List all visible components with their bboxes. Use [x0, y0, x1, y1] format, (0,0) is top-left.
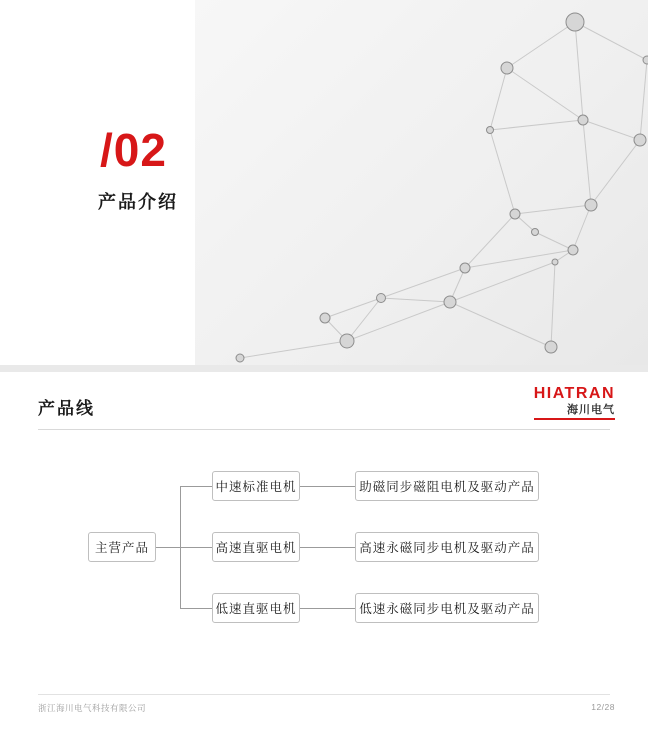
- logo-chinese-text: 海川电气: [567, 404, 615, 416]
- section-title: 产品介绍: [98, 192, 178, 212]
- section-divider-left-panel: [0, 0, 195, 365]
- connector-branch-1: [180, 486, 212, 487]
- diagram-category-node: 中速标准电机: [212, 471, 300, 501]
- diagram-category-node: 低速直驱电机: [212, 593, 300, 623]
- connector-branch-2: [180, 547, 212, 548]
- diagram-product-node: 助磁同步磁阻电机及驱动产品: [355, 471, 539, 501]
- connector-branch-3: [180, 608, 212, 609]
- connector-root-stem: [156, 547, 180, 548]
- footer-page-number: 12/28: [591, 702, 615, 712]
- diagram-product-node: 低速永磁同步电机及驱动产品: [355, 593, 539, 623]
- connector-category-product-2: [300, 547, 355, 548]
- product-line-diagram: [0, 447, 648, 677]
- slide-section-divider: [0, 0, 648, 365]
- logo-english-text: HIATRAN: [533, 385, 615, 402]
- connector-category-product-3: [300, 608, 355, 609]
- network-node-constellation-icon: [195, 0, 648, 365]
- footer-company-name: 浙江海川电气科技有限公司: [38, 703, 147, 713]
- section-number: /02: [100, 124, 167, 176]
- logo-underline: [534, 418, 615, 420]
- footer-divider: [38, 694, 610, 695]
- diagram-root-node: 主营产品: [88, 532, 156, 562]
- diagram-category-node: 高速直驱电机: [212, 532, 300, 562]
- diagram-product-node: 高速永磁同步电机及驱动产品: [355, 532, 539, 562]
- page-title: 产品线: [38, 399, 95, 418]
- network-graphic-panel: [195, 0, 648, 365]
- connector-category-product-1: [300, 486, 355, 487]
- company-logo: [534, 386, 615, 420]
- title-divider: [38, 429, 610, 430]
- slide-product-line: [0, 372, 648, 737]
